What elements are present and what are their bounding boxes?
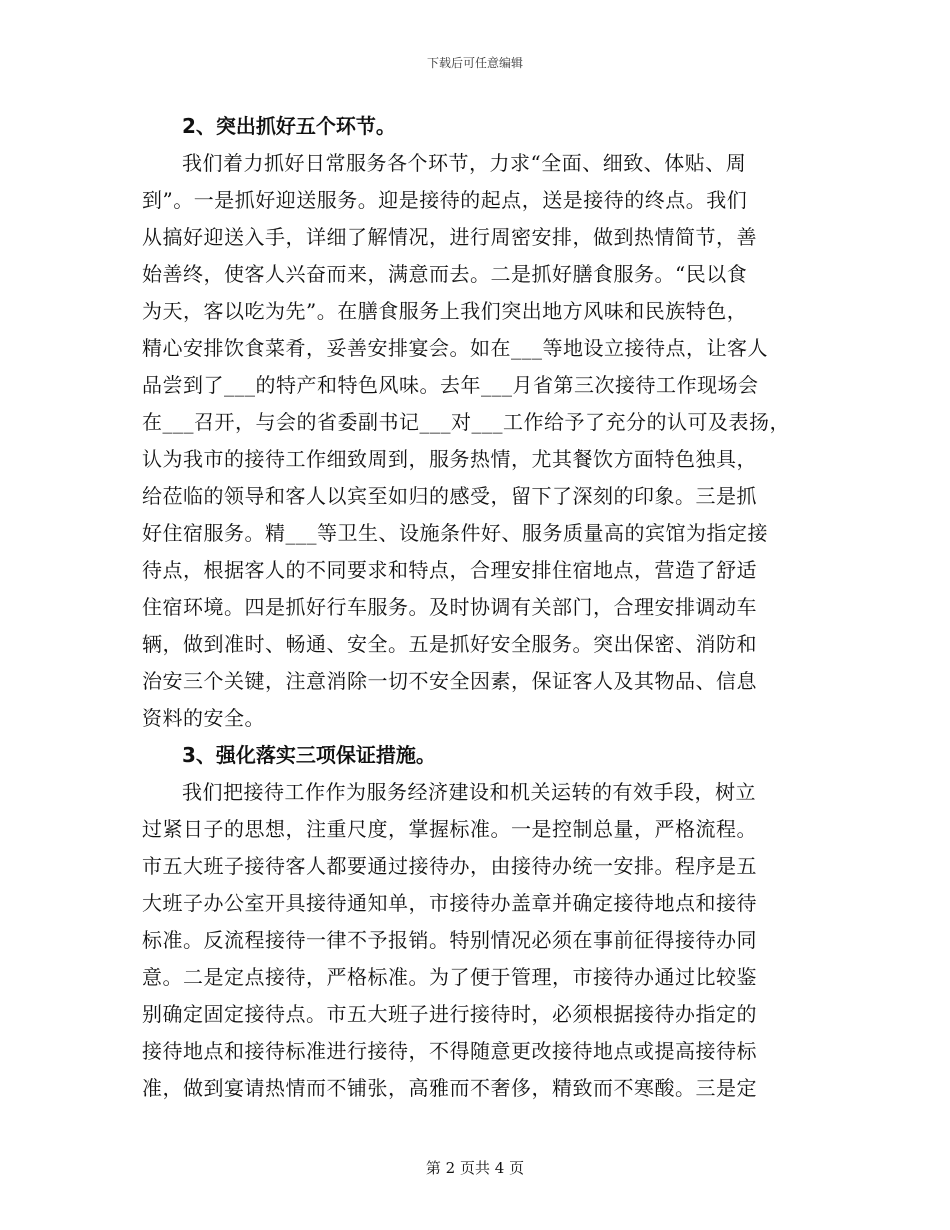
- paragraph-line: 精心安排饮食菜肴，妥善安排宴会。如在___等地设立接待点，让客人: [142, 336, 768, 360]
- paragraph-line: 从搞好迎送入手，详细了解情况，进行周密安排，做到热情简节，善: [142, 225, 757, 249]
- paragraph-line: 准，做到宴请热情而不铺张，高雅而不奢侈，精致而不寒酸。三是定: [142, 1076, 757, 1100]
- section-3-heading: 3、强化落实三项保证措施。: [182, 743, 436, 767]
- paragraph-line: 标准。反流程接待一律不予报销。特别情况必须在事前征得接待办同: [142, 928, 757, 952]
- paragraph-line: 在___召开，与会的省委副书记___对___工作给予了充分的认可及表扬，: [142, 410, 790, 434]
- paragraph-line: 辆，做到准时、畅通、安全。五是抓好安全服务。突出保密、消防和: [142, 632, 757, 656]
- paragraph-line: 意。二是定点接待，严格标准。为了便于管理，市接待办通过比较鉴: [142, 965, 757, 989]
- paragraph-line: 始善终，使客人兴奋而来，满意而去。二是抓好膳食服务。“民以食: [142, 262, 748, 286]
- paragraph-line: 为天，客以吃为先”。在膳食服务上我们突出地方风味和民族特色，: [142, 299, 748, 323]
- paragraph-line: 治安三个关键，注意消除一切不安全因素，保证客人及其物品、信息: [142, 669, 757, 693]
- paragraph-line: 认为我市的接待工作细致周到，服务热情，尤其餐饮方面特色独具，: [142, 447, 757, 471]
- paragraph-line: 到”。一是抓好迎送服务。迎是接待的起点，送是接待的终点。我们: [142, 188, 748, 212]
- paragraph-line: 资料的安全。: [142, 706, 265, 730]
- section-2-heading: 2、突出抓好五个环节。: [182, 114, 396, 138]
- section-2-paragraph: [142, 145, 822, 737]
- page-number: 第 2 页共 4 页: [425, 1159, 525, 1177]
- header-note: 下载后可任意编辑: [426, 56, 523, 70]
- paragraph-line: 过紧日子的思想，注重尺度，掌握标准。一是控制总量，严格流程。: [142, 817, 757, 841]
- paragraph-line: 住宿环境。四是抓好行车服务。及时协调有关部门，合理安排调动车: [142, 595, 757, 619]
- paragraph-line: 我们着力抓好日常服务各个环节，力求“全面、细致、体贴、周: [182, 151, 747, 175]
- paragraph-line: 品尝到了___的特产和特色风味。去年___月省第三次接待工作现场会: [142, 373, 759, 397]
- section-3-paragraph: [142, 774, 822, 1107]
- paragraph-line: 给莅临的领导和客人以宾至如归的感受，留下了深刻的印象。三是抓: [142, 484, 757, 508]
- paragraph-line: 市五大班子接待客人都要通过接待办，由接待办统一安排。程序是五: [142, 854, 757, 878]
- document-body: [142, 108, 822, 1107]
- paragraph-line: 待点，根据客人的不同要求和特点，合理安排住宿地点，营造了舒适: [142, 558, 757, 582]
- paragraph-line: 大班子办公室开具接待通知单，市接待办盖章并确定接待地点和接待: [142, 891, 757, 915]
- paragraph-line: 我们把接待工作作为服务经济建设和机关运转的有效手段，树立: [182, 780, 756, 804]
- paragraph-line: 接待地点和接待标准进行接待，不得随意更改接待地点或提高接待标: [142, 1039, 757, 1063]
- paragraph-line: 好住宿服务。精___等卫生、设施条件好、服务质量高的宾馆为指定接: [142, 521, 768, 545]
- paragraph-line: 别确定固定接待点。市五大班子进行接待时，必须根据接待办指定的: [142, 1002, 757, 1026]
